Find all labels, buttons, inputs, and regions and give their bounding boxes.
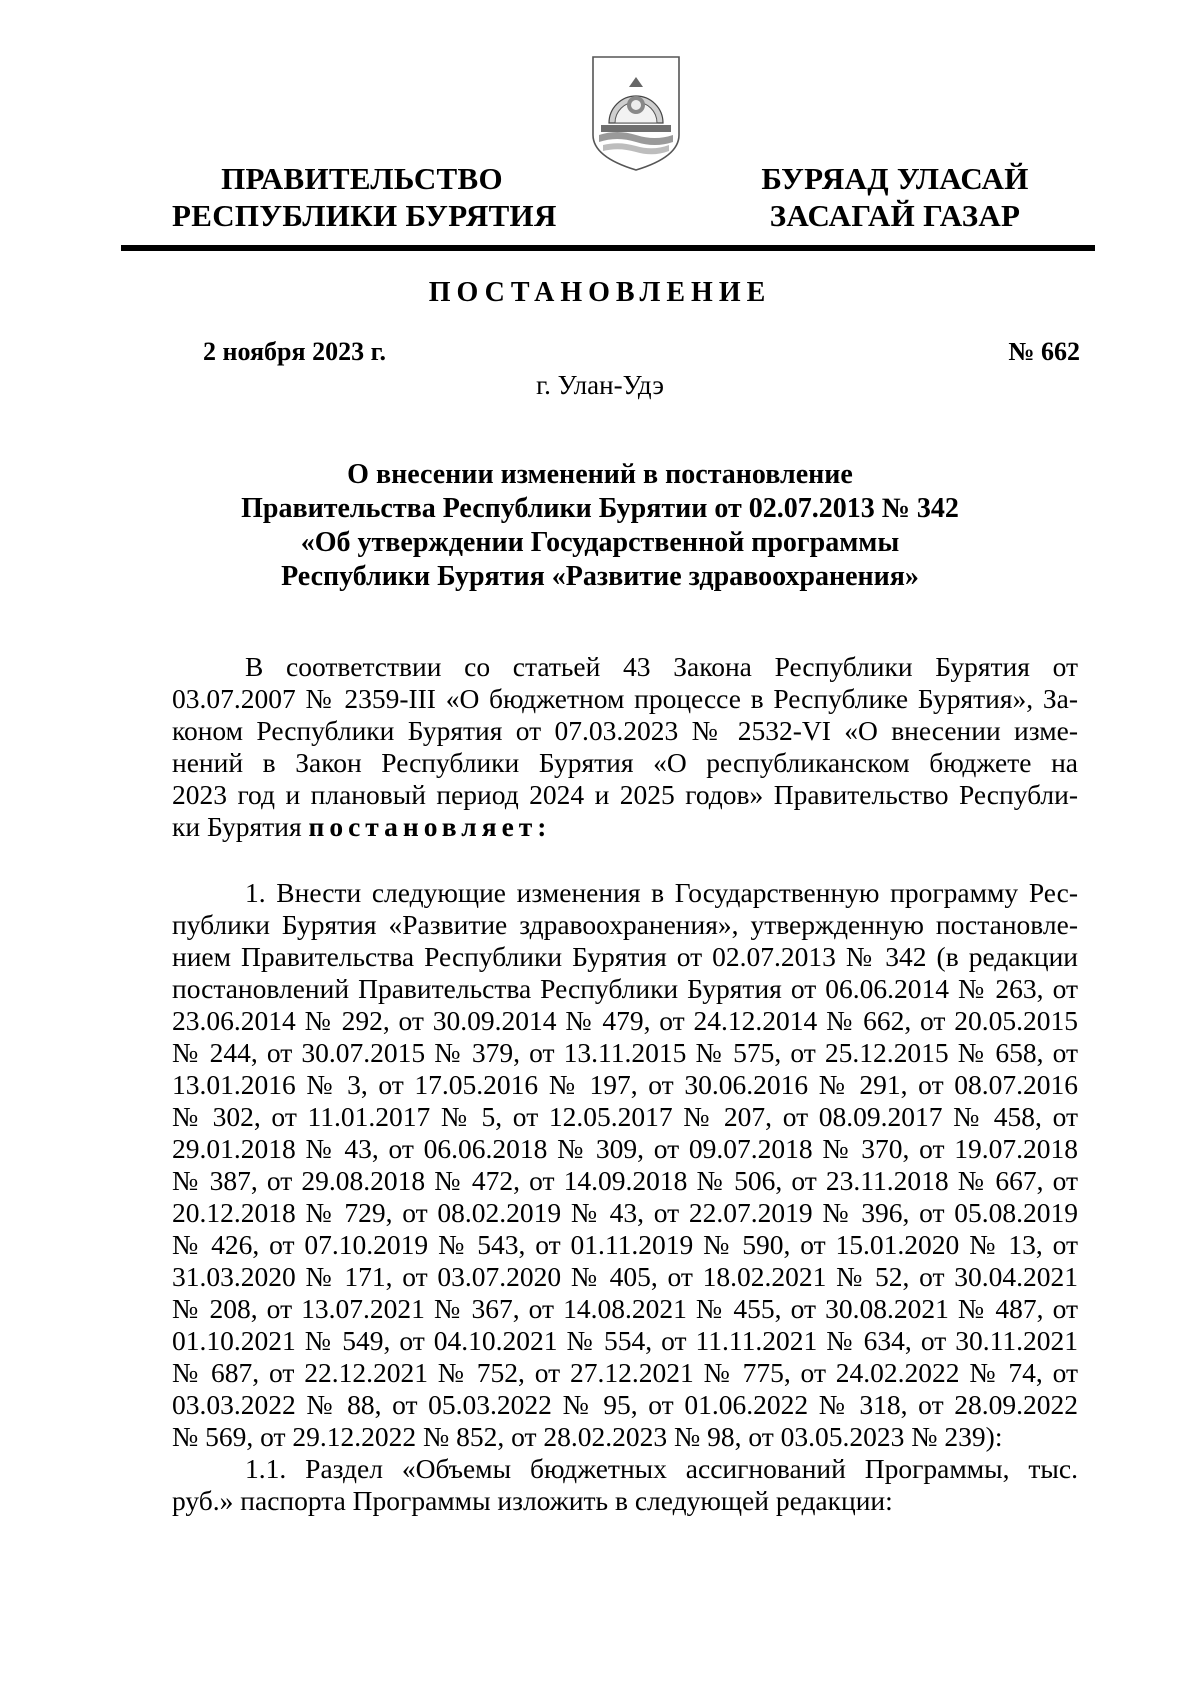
body-line: 23.06.2014 № 292, от 30.09.2014 № 479, от 24.12.2014 № 662, от 20.05.2015 xyxy=(172,1005,1078,1036)
body-line-text: ки Бурятия xyxy=(172,811,309,842)
title-line: Республики Бурятия «Развитие здравоохранения» xyxy=(281,561,919,592)
body-line: 31.03.2020 № 171, от 03.07.2020 № 405, от 18.02.2021 № 52, от 30.04.2021 xyxy=(172,1261,1078,1292)
header-divider xyxy=(121,245,1095,251)
body-line: коном Республики Бурятия от 07.03.2023 № 2532-VI «О внесении изме- xyxy=(172,715,1078,746)
title-line: О внесении изменений в постановление xyxy=(347,459,853,490)
body-line: № 387, от 29.08.2018 № 472, от 14.09.2018 № 506, от 23.11.2018 № 667, от xyxy=(172,1165,1078,1196)
body-line: № 569, от 29.12.2022 № 852, от 28.02.2023 № 98, от 03.05.2023 № 239): xyxy=(172,1421,1003,1452)
body-line: № 426, от 07.10.2019 № 543, от 01.11.2019 № 590, от 15.01.2020 № 13, от xyxy=(172,1229,1078,1260)
body-line: 29.01.2018 № 43, от 06.06.2018 № 309, от 09.07.2018 № 370, от 19.07.2018 xyxy=(172,1133,1078,1164)
government-name-line-2: РЕСПУБЛИКИ БУРЯТИЯ xyxy=(172,198,557,233)
body-line: 2023 год и плановый период 2024 и 2025 годов» Правительство Республи- xyxy=(172,779,1078,810)
resolves-keyword: постановляет xyxy=(308,811,538,842)
resolves-colon: : xyxy=(537,811,547,842)
government-name-buryat xyxy=(745,160,1045,234)
document-city: г. Улан-Удэ xyxy=(536,370,664,400)
body-line: руб.» паспорта Программы изложить в следующей редакции: xyxy=(172,1485,893,1516)
body-line: 03.07.2007 № 2359-III «О бюджетном процессе в Республике Бурятия», За- xyxy=(172,683,1078,714)
title-line: Правительства Республики Бурятии от 02.07.2013 № 342 xyxy=(241,493,959,524)
preamble-paragraph xyxy=(172,651,1078,843)
body-line: 01.10.2021 № 549, от 04.10.2021 № 554, от 11.11.2021 № 634, от 30.11.2021 xyxy=(172,1325,1078,1356)
document-type: ПОСТАНОВЛЕНИЕ xyxy=(428,277,772,308)
body-line: № 208, от 13.07.2021 № 367, от 14.08.2021 № 455, от 30.08.2021 № 487, от xyxy=(172,1293,1078,1324)
government-name-buryat-line-1: БУРЯАД УЛАСАЙ xyxy=(761,161,1029,196)
body-line: № 244, от 30.07.2015 № 379, от 13.11.2015 № 575, от 25.12.2015 № 658, от xyxy=(172,1037,1078,1068)
body-line: 20.12.2018 № 729, от 08.02.2019 № 43, от 22.07.2019 № 396, от 05.08.2019 xyxy=(172,1197,1078,1228)
government-name-buryat-line-2: ЗАСАГАЙ ГАЗАР xyxy=(769,198,1021,233)
body-line: публики Бурятия «Развитие здравоохранения», утвержденную постановле- xyxy=(172,909,1078,940)
document-number: № 662 xyxy=(1008,337,1080,366)
body-line: В соответствии со статьей 43 Закона Республики Бурятия от xyxy=(245,651,1078,682)
body-line: постановлений Правительства Республики Бурятия от 06.06.2014 № 263, от xyxy=(172,973,1078,1004)
document-title xyxy=(150,458,1050,594)
body-line: 13.01.2016 № 3, от 17.05.2016 № 197, от 30.06.2016 № 291, от 08.07.2016 xyxy=(172,1069,1078,1100)
government-name-russian xyxy=(172,160,557,234)
body-line-last xyxy=(172,811,1078,843)
body-line: № 687, от 22.12.2021 № 752, от 27.12.2021 № 775, от 24.02.2022 № 74, от xyxy=(172,1357,1078,1388)
body-line: 1. Внести следующие изменения в Государственную программу Рес- xyxy=(245,877,1078,908)
body-line: 1.1. Раздел «Объемы бюджетных ассигнований Программы, тыс. xyxy=(245,1453,1078,1484)
government-name-line-1: ПРАВИТЕЛЬСТВО xyxy=(221,161,503,196)
body-line: нений в Закон Республики Бурятия «О республиканском бюджете на xyxy=(172,747,1078,778)
body-line: № 302, от 11.01.2017 № 5, от 12.05.2017 № 207, от 08.09.2017 № 458, от xyxy=(172,1101,1078,1132)
document-date: 2 ноября 2023 г. xyxy=(203,337,386,366)
coat-of-arms-emblem xyxy=(589,53,683,173)
item-1-paragraph xyxy=(172,877,1078,1517)
title-line: «Об утверждении Государственной программы xyxy=(300,527,900,558)
body-line: нием Правительства Республики Бурятия от 02.07.2013 № 342 (в редакции xyxy=(172,941,1078,972)
body-line: 03.03.2022 № 88, от 05.03.2022 № 95, от 01.06.2022 № 318, от 28.09.2022 xyxy=(172,1389,1078,1420)
